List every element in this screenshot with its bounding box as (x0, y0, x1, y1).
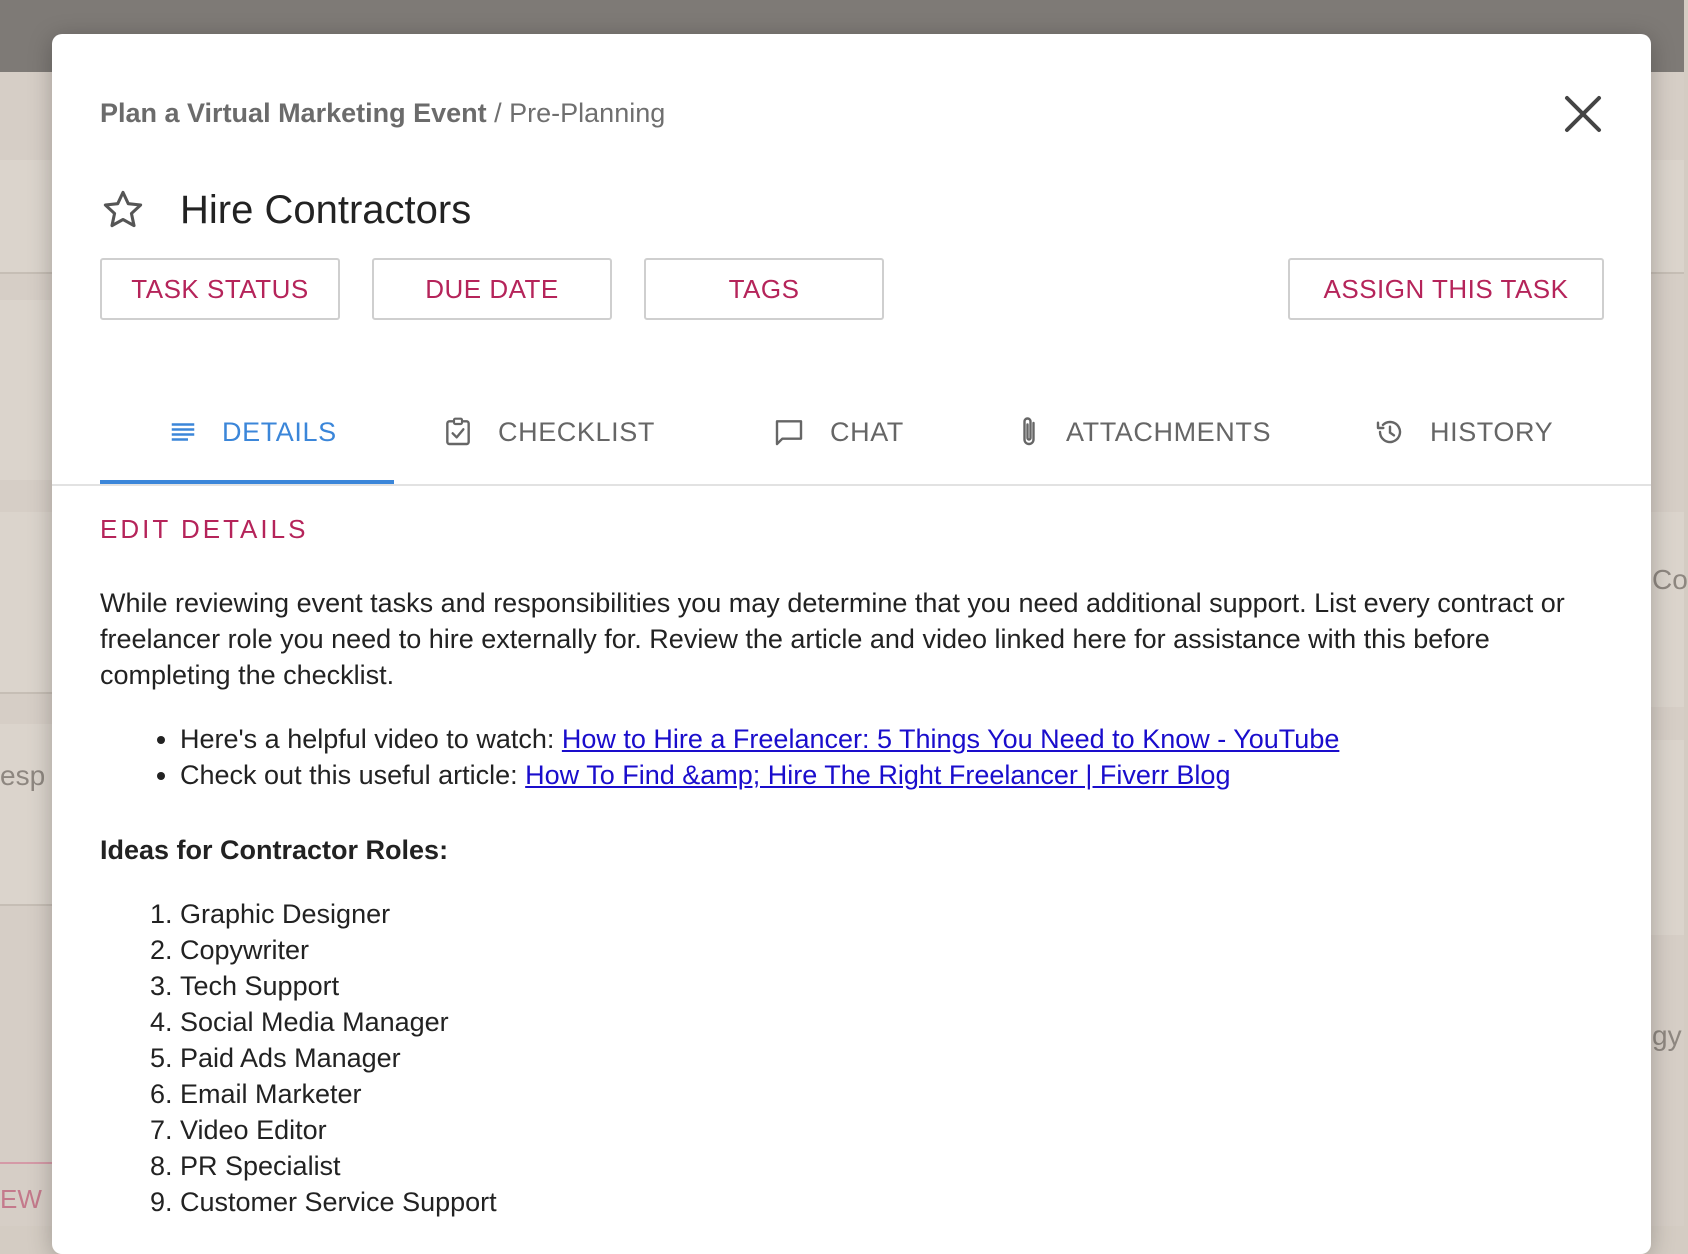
link-prefix: Check out this useful article: (180, 760, 526, 790)
background-divider (1651, 272, 1684, 274)
task-description: While reviewing event tasks and responsibilities you may determine that you need additional support. List every contract or freelancer role you need to hire externally for. Review the article and video linked here for assistance with this before completing the checklist. (100, 588, 1565, 690)
list-item (180, 721, 1610, 757)
background-card (1651, 740, 1684, 935)
list-item: 2. Copywriter (180, 932, 1610, 968)
checklist-icon (442, 416, 474, 448)
tab-checklist[interactable] (442, 380, 655, 484)
background-card (0, 724, 52, 904)
details-icon (168, 417, 198, 447)
breadcrumb-project[interactable]: Plan a Virtual Marketing Event (100, 98, 487, 128)
breadcrumb (100, 98, 665, 129)
background-card (1651, 160, 1684, 272)
paperclip-icon (1016, 414, 1042, 450)
article-link[interactable]: How To Find &amp; Hire The Right Freelancer | Fiverr Blog (525, 760, 1231, 790)
tab-bar (52, 380, 1651, 486)
title-row (100, 180, 471, 240)
tab-chat-label: CHAT (830, 416, 904, 447)
list-item: 7. Video Editor (180, 1112, 1610, 1148)
list-item (180, 757, 1610, 793)
background-divider (0, 272, 52, 274)
close-button[interactable] (1561, 92, 1605, 136)
edit-details-link[interactable]: EDIT DETAILS (100, 514, 309, 544)
due-date-button[interactable]: DUE DATE (372, 258, 612, 320)
background-divider (0, 904, 52, 906)
tab-history[interactable] (1374, 380, 1553, 484)
tab-details-label: DETAILS (222, 416, 337, 447)
task-title: Hire Contractors (180, 187, 472, 232)
ideas-heading: Ideas for Contractor Roles: (100, 835, 449, 865)
details-panel (100, 514, 1610, 1220)
list-item: 8. PR Specialist (180, 1148, 1610, 1184)
list-item: 9. Customer Service Support (180, 1184, 1610, 1220)
tab-attachments-label: ATTACHMENTS (1066, 416, 1272, 447)
tab-attachments[interactable] (1016, 380, 1271, 484)
history-icon (1374, 416, 1406, 448)
list-item: 1. Graphic Designer (180, 896, 1610, 932)
background-card (1651, 512, 1684, 707)
star-icon[interactable] (100, 187, 146, 233)
list-item: 5. Paid Ads Manager (180, 1040, 1610, 1076)
list-item: 3. Tech Support (180, 968, 1610, 1004)
tab-history-label: HISTORY (1430, 416, 1554, 447)
assign-task-button[interactable]: ASSIGN THIS TASK (1288, 258, 1604, 320)
background-text-fragment: EW (0, 1184, 42, 1214)
background-card (0, 300, 52, 480)
tags-button[interactable]: TAGS (644, 258, 884, 320)
link-prefix: Here's a helpful video to watch: (180, 724, 562, 754)
tab-checklist-label: CHECKLIST (498, 416, 655, 447)
background-text-fragment: gy (1652, 1020, 1682, 1051)
background-text-fragment: Co (1652, 564, 1688, 595)
task-detail-modal (52, 34, 1651, 1254)
background-card (0, 512, 52, 692)
list-item: 4. Social Media Manager (180, 1004, 1610, 1040)
close-icon (1561, 92, 1605, 136)
video-link[interactable]: How to Hire a Freelancer: 5 Things You Need to Know - YouTube (561, 724, 1340, 754)
tab-chat[interactable] (772, 380, 904, 484)
chat-icon (772, 416, 806, 448)
background-divider (0, 692, 52, 694)
list-item: 6. Email Marketer (180, 1076, 1610, 1112)
background-card (0, 160, 52, 272)
background-text-fragment: esp (0, 760, 46, 791)
active-tab-indicator (100, 480, 394, 484)
task-status-button[interactable]: TASK STATUS (100, 258, 340, 320)
tab-details[interactable] (168, 380, 337, 484)
breadcrumb-separator: / (486, 98, 510, 128)
contractor-roles-list (100, 896, 1610, 1220)
resource-links (100, 721, 1610, 793)
breadcrumb-section[interactable]: Pre-Planning (509, 98, 666, 128)
background-divider (0, 1162, 52, 1164)
